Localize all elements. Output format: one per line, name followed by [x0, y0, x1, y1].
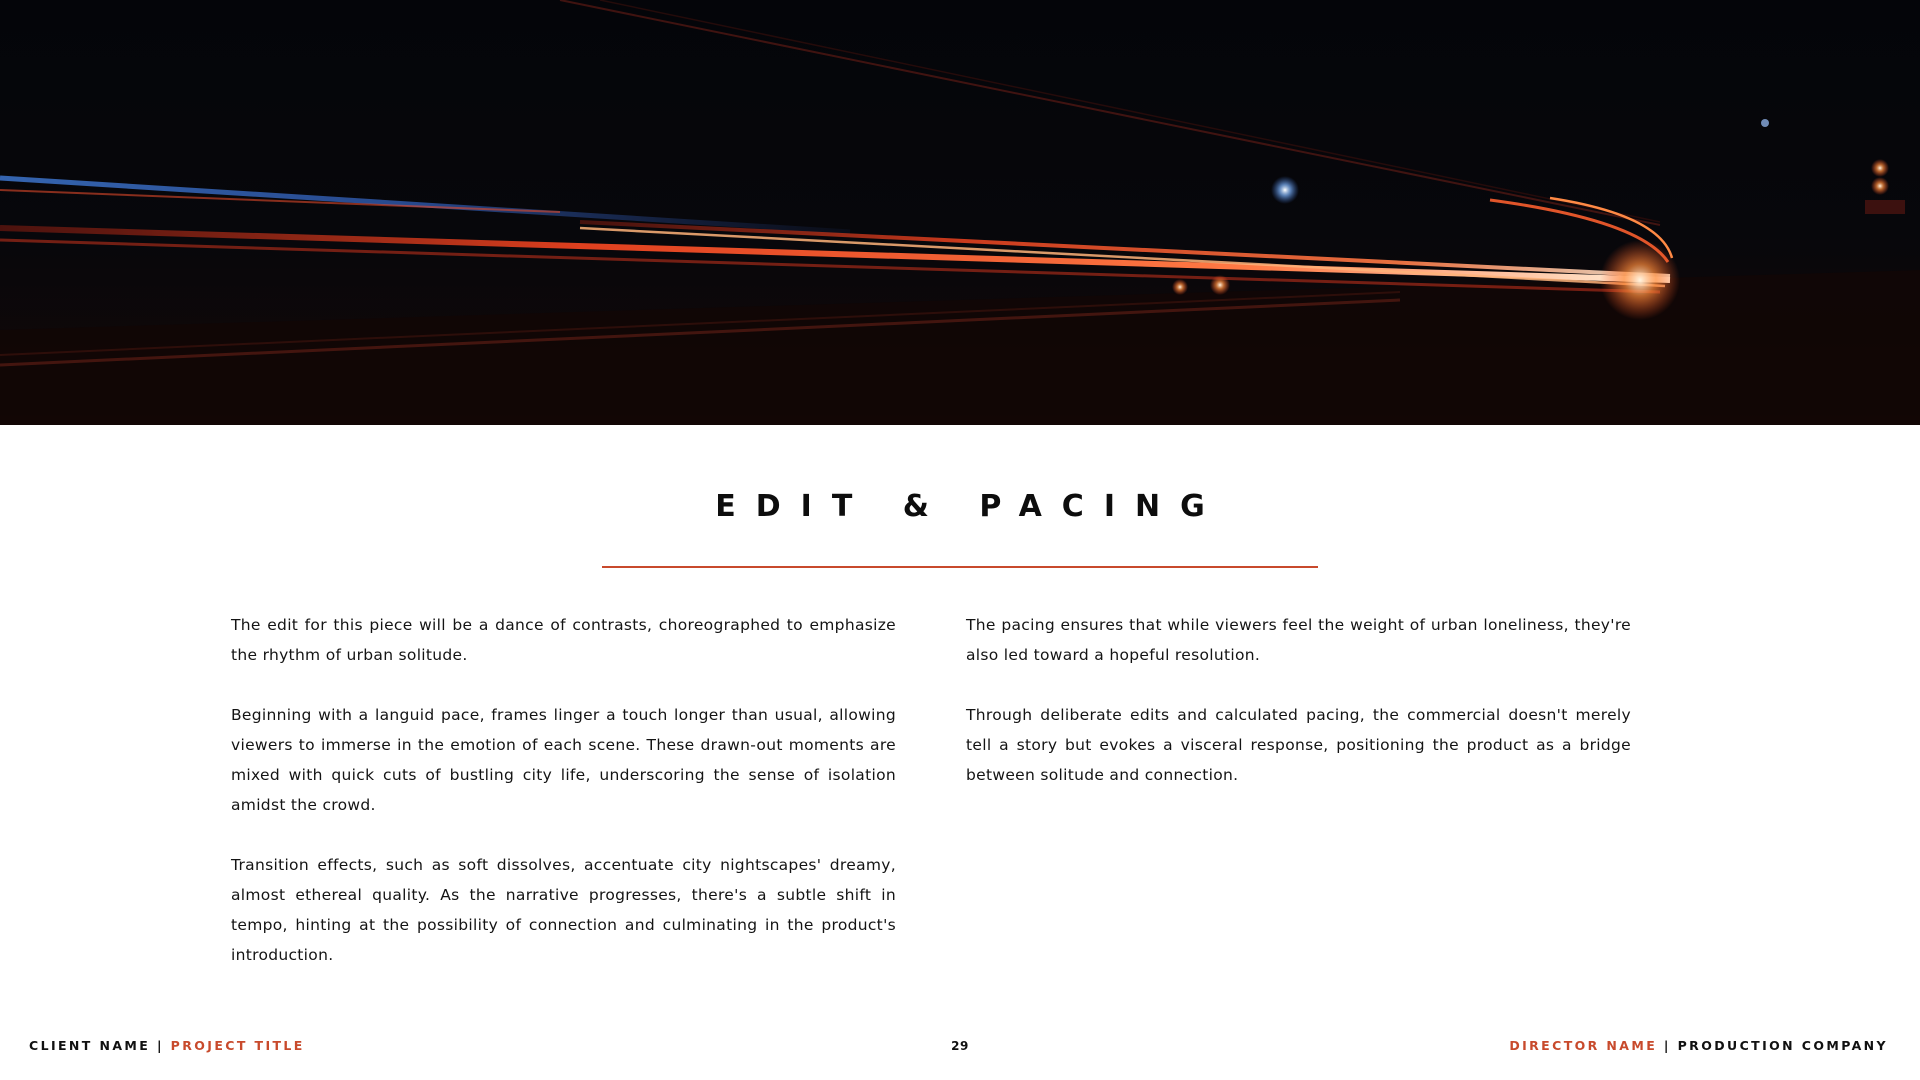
- client-name: CLIENT NAME: [29, 1038, 151, 1053]
- title-divider: [602, 566, 1318, 568]
- light-trails-graphic: [0, 0, 1920, 425]
- paragraph: The pacing ensures that while viewers feel the weight of urban loneliness, they're also led toward a hopeful resolution.: [966, 616, 1631, 664]
- project-title: PROJECT TITLE: [170, 1038, 305, 1053]
- section-title: EDIT & PACING: [715, 489, 1225, 524]
- paragraph: Through deliberate edits and calculated pacing, the commercial doesn't merely tell a story but evokes a visceral response, positioning the product as a bridge between solitude and connection.: [966, 706, 1631, 784]
- footer-director-company: [1509, 1038, 1888, 1054]
- production-company: PRODUCTION COMPANY: [1677, 1038, 1888, 1053]
- paragraph: The edit for this piece will be a dance of contrasts, choreographed to emphasize the rhythm of urban solitude.: [231, 616, 896, 664]
- right-text-column: [966, 610, 1631, 820]
- paragraph: Transition effects, such as soft dissolves, accentuate city nightscapes' dreamy, almost ethereal quality. As the narrative progresses, there's a subtle shift in tempo, hinting at the possibility of connection and culminating in the product's introduction.: [231, 856, 896, 964]
- paragraph: Beginning with a languid pace, frames linger a touch longer than usual, allowing viewers to immerse in the emotion of each scene. These drawn-out moments are mixed with quick cuts of bustling city life, underscoring the sense of isolation amidst the crowd.: [231, 706, 896, 814]
- hero-image: [0, 0, 1920, 425]
- footer-separator: |: [150, 1038, 171, 1053]
- left-text-column: [231, 610, 896, 1000]
- footer-separator: |: [1657, 1038, 1678, 1053]
- director-name: DIRECTOR NAME: [1509, 1038, 1658, 1053]
- page-number: 29: [951, 1039, 969, 1053]
